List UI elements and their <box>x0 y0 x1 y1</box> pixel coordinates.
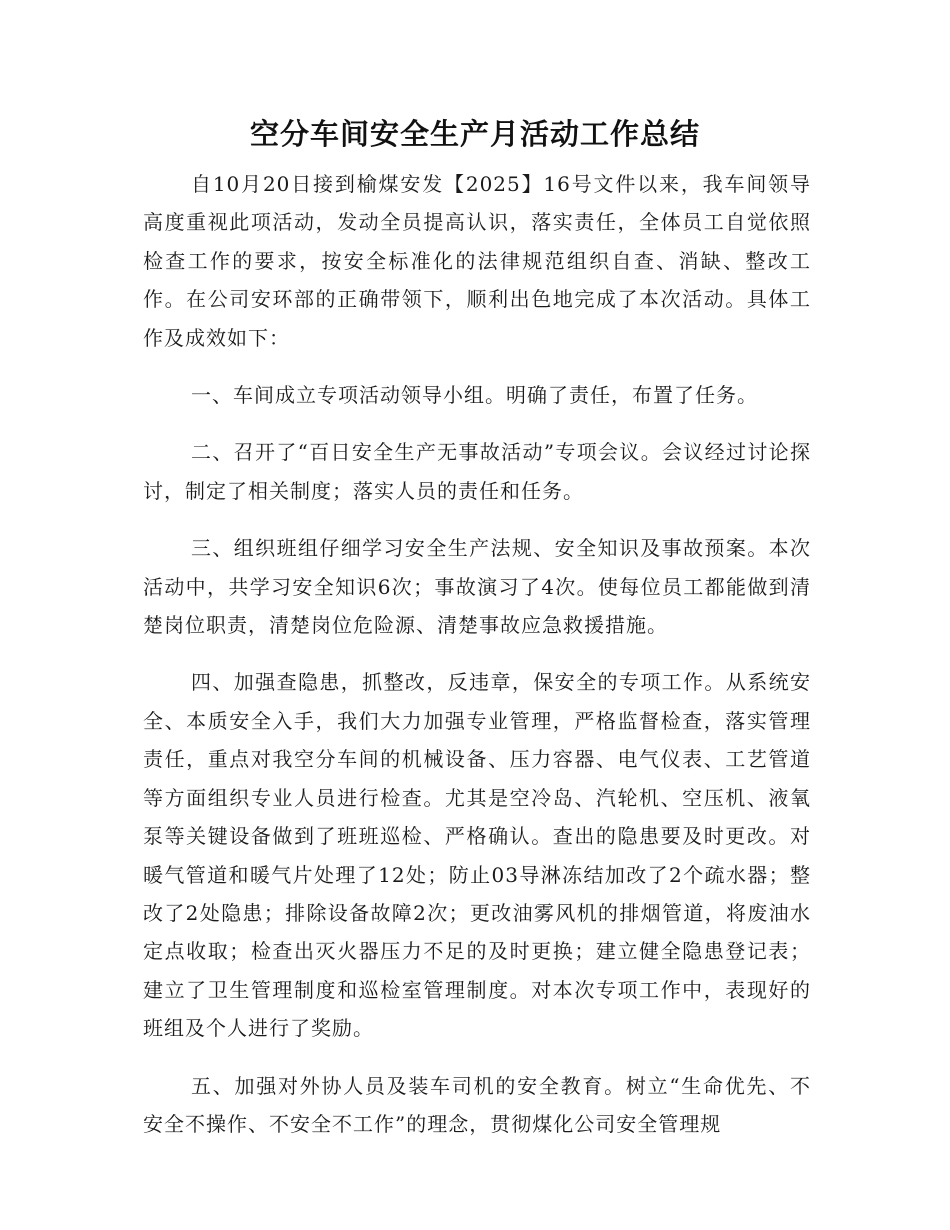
document-body <box>143 165 811 1162</box>
section-four-paragraph: 四、加强查隐患，抓整改，反违章，保安全的专项工作。从系统安全、本质安全入手，我们大力加强专业管理，严格监督检查，落实管理责任，重点对我空分车间的机械设备、压力容器、电气仪表、工艺管道等方面组织专业人员进行检查。尤其是空冷岛、汽轮机、空压机、液氧泵等关键设备做到了班班巡检、严格确认。查出的隐患要及时更改。对暖气管道和暖气片处理了12处；防止03导淋冻结加改了2个疏水器；整改了2处隐患；排除设备故障2次；更改油雾风机的排烟管道，将废油水定点收取；检查出灭火器压力不足的及时更换；建立健全隐患登记表；建立了卫生管理制度和巡检室管理制度。对本次专项工作中，表现好的班组及个人进行了奖励。 <box>143 670 811 1041</box>
section-three-paragraph: 三、组织班组仔细学习安全生产法规、安全知识及事故预案。本次活动中，共学习安全知识6次；事故演习了4次。使每位员工都能做到清楚岗位职责，清楚岗位危险源、清楚事故应急救援措施。 <box>143 536 811 638</box>
document-title: 空分车间安全生产月活动工作总结 <box>249 117 700 151</box>
section-five-paragraph: 五、加强对外协人员及装车司机的安全教育。树立“生命优先、不安全不操作、不安全不工作”的理念，贯彻煤化公司安全管理规 <box>143 1073 811 1136</box>
intro-paragraph: 自10月20日接到榆煤安发【2025】16号文件以来，我车间领导高度重视此项活动，发动全员提高认识，落实责任，全体员工自觉依照检查工作的要求，按安全标准化的法律规范组织自查、消缺、整改工作。在公司安环部的正确带领下，顺利出色地完成了本次活动。具体工作及成效如下： <box>143 172 811 350</box>
section-one-paragraph: 一、车间成立专项活动领导小组。明确了责任，布置了任务。 <box>191 383 758 408</box>
section-two-paragraph: 二、召开了“百日安全生产无事故活动”专项会议。会议经过讨论探讨，制定了相关制度；落实人员的责任和任务。 <box>143 440 811 503</box>
